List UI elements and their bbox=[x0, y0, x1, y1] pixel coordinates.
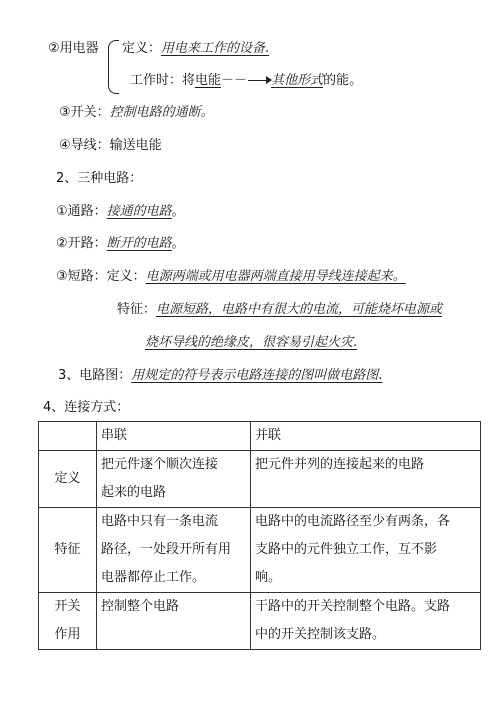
heading-connection: 4、连接方式： bbox=[43, 400, 130, 415]
diagram-text: 用规定的符号表示电路连接的图叫做电路图. bbox=[131, 368, 383, 383]
cell-line: 路径，一处段开所有用 bbox=[101, 542, 232, 557]
short-def-line bbox=[56, 268, 406, 286]
cell-line: 控制整个电路 bbox=[101, 599, 180, 614]
cell-parallel-switch bbox=[251, 593, 481, 650]
table-header-parallel: 并联 bbox=[251, 422, 481, 451]
appliance-label: ②用电器 bbox=[48, 41, 99, 56]
table-header-cell bbox=[39, 422, 97, 451]
switch-label: ③开关： bbox=[59, 105, 110, 120]
cell-line: 起来的电路 bbox=[101, 485, 167, 500]
cell-line: 电器都停止工作。 bbox=[101, 570, 206, 585]
table-row bbox=[39, 593, 481, 650]
cell-series-feature bbox=[97, 508, 251, 593]
path-end: 。 bbox=[171, 204, 185, 219]
cell-line: 把元件并列的连接起来的电路 bbox=[255, 457, 425, 472]
open-text: 断开的电路 bbox=[106, 236, 172, 251]
work-to: 其他形式 bbox=[271, 73, 324, 88]
short-label: ③短路：定义： bbox=[56, 269, 146, 284]
work-dash: －－ bbox=[221, 73, 248, 88]
arrow-right-icon bbox=[248, 80, 270, 81]
wire-text: 输送电能 bbox=[109, 138, 162, 153]
cell-series-definition bbox=[97, 451, 251, 508]
cell-line: 干路中的开关控制整个电路。支路 bbox=[255, 599, 451, 614]
diagram-label: 3、电路图： bbox=[58, 368, 132, 383]
short-feat-text2: 烧坏导线的绝缘皮，很容易引起火灾. bbox=[145, 335, 358, 350]
cell-line: 电路中的电流路径至少有两条，各 bbox=[255, 514, 451, 529]
row-header-feature: 特征 bbox=[39, 508, 97, 593]
short-feat-line2 bbox=[145, 334, 357, 352]
short-def-text: 电源两端或用电器两端直接用导线连接起来。 bbox=[145, 269, 406, 284]
cell-parallel-definition bbox=[251, 451, 481, 508]
diagram-line bbox=[58, 367, 382, 385]
table-header-row bbox=[39, 422, 481, 451]
definition-label: 定义： bbox=[122, 41, 162, 56]
switch-text: 控制电路的通断。 bbox=[109, 105, 214, 120]
wire-label: ④导线： bbox=[59, 138, 110, 153]
cell-series-switch bbox=[97, 593, 251, 650]
cell-line: 开关 bbox=[54, 599, 81, 614]
row-header-switch bbox=[39, 593, 97, 650]
cell-line: 支路中的元件独立工作，互不影 bbox=[255, 542, 438, 557]
appliance-work bbox=[130, 72, 362, 90]
heading-three-circuits: 2、三种电路： bbox=[56, 171, 143, 186]
definition-text: 用电来工作的设备. bbox=[161, 41, 270, 56]
open-line bbox=[56, 235, 185, 253]
table-row bbox=[39, 451, 481, 508]
appliance-definition bbox=[122, 40, 269, 58]
table-row bbox=[39, 508, 481, 593]
short-feat-label: 特征： bbox=[117, 302, 157, 317]
path-line bbox=[56, 203, 185, 221]
switch-line bbox=[59, 104, 214, 122]
path-text: 接通的电路 bbox=[106, 204, 172, 219]
cell-line: 响。 bbox=[255, 570, 282, 585]
connection-table bbox=[38, 421, 481, 650]
open-end: 。 bbox=[171, 236, 185, 251]
cell-line: 把元件逐个顺次连接 bbox=[101, 457, 219, 472]
wire-line bbox=[59, 137, 162, 155]
work-label: 工作时：将 bbox=[130, 73, 196, 88]
brace-bracket bbox=[108, 40, 119, 94]
cell-line: 电路中只有一条电流 bbox=[101, 514, 219, 529]
cell-line: 中的开关控制该支路。 bbox=[255, 627, 386, 642]
open-label: ②开路： bbox=[56, 236, 107, 251]
row-header-definition: 定义 bbox=[39, 451, 97, 508]
path-label: ①通路： bbox=[56, 204, 107, 219]
short-feat-line1 bbox=[117, 301, 442, 319]
cell-line: 作用 bbox=[54, 627, 81, 642]
cell-parallel-feature bbox=[251, 508, 481, 593]
work-from: 电能 bbox=[195, 73, 222, 88]
work-end: 的能。 bbox=[323, 73, 363, 88]
table-header-series: 串联 bbox=[97, 422, 251, 451]
short-feat-text1: 电源短路，电路中有很大的电流，可能烧坏电源或 bbox=[156, 302, 443, 317]
